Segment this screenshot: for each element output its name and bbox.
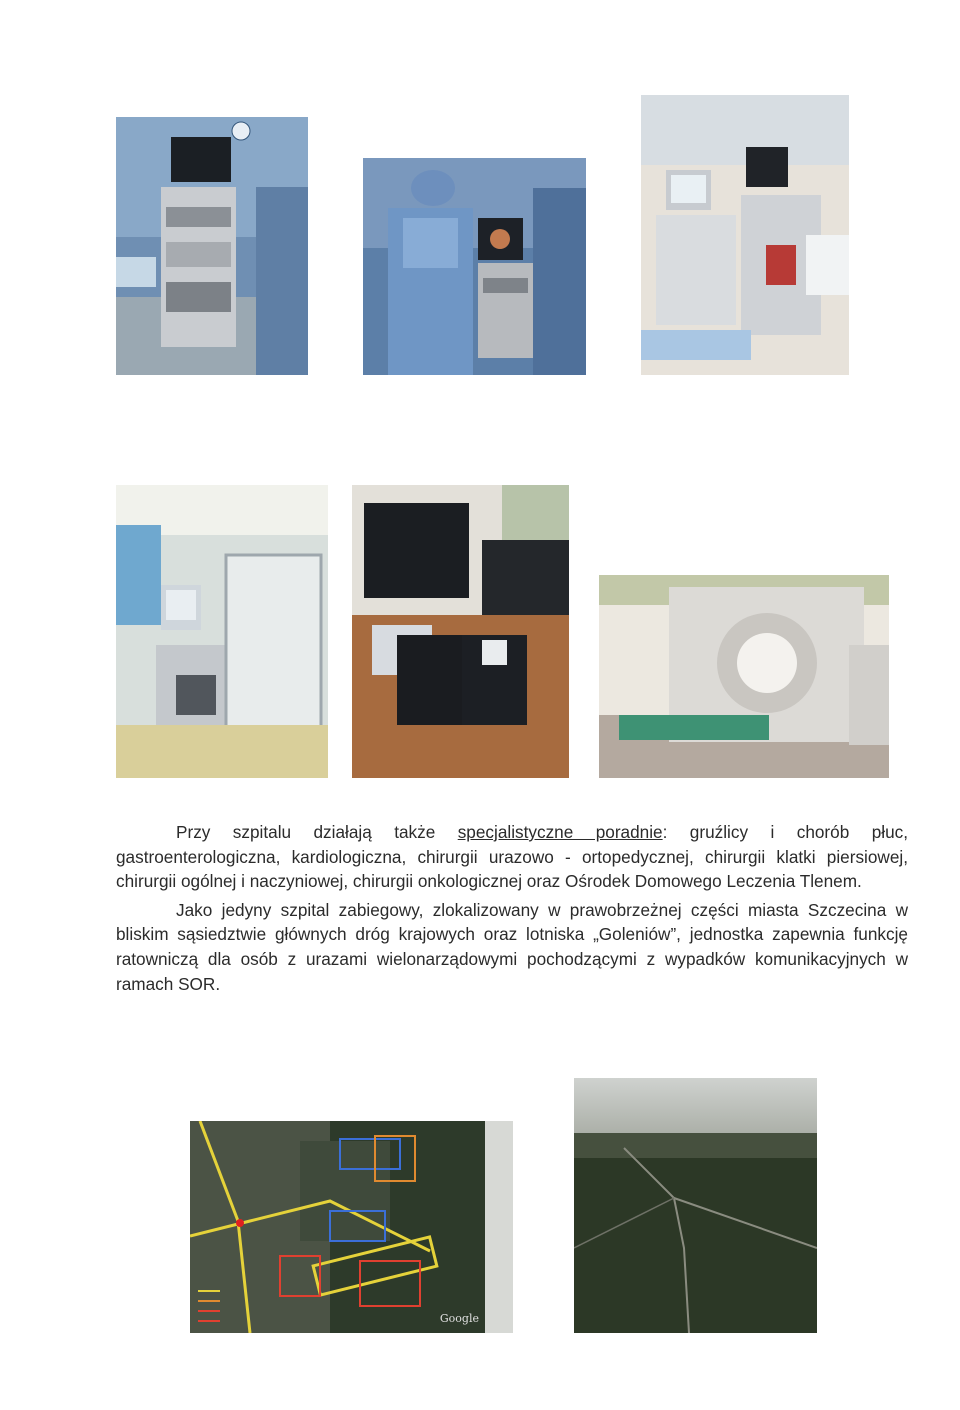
photo-surgeon-endoscope: [363, 158, 586, 375]
photo-holter-monitor: [352, 485, 569, 778]
photo-endoscopy-cart: [116, 117, 308, 375]
paragraph-location: [116, 898, 908, 996]
photo-aerial-forest-roads: [574, 1078, 817, 1333]
photo-ct-scanner: [599, 575, 889, 778]
photo-ultrasound-room: [641, 95, 849, 375]
photo-spirometry-booth: [116, 485, 328, 778]
map-watermark: Google: [439, 1312, 479, 1325]
paragraph-clinics-rest: : gruźlicy i chorób płuc, gastroenterologiczna, kardiologiczna, chirurgii urazowo - ortopedycznej, chirurgii klatki piersiowej, chirurgii ogólnej i naczyniowej, chirurgii onkologicznej oraz Ośrodek Domowego Leczenia Tlenem.: [116, 822, 908, 892]
text-block: [116, 820, 908, 996]
paragraph-clinics: [116, 820, 908, 894]
photo-satellite-map: [190, 1121, 513, 1333]
clinics-underlined-link: specjalistyczne poradnie: [457, 822, 663, 842]
paragraph-location-text: Jako jedyny szpital zabiegowy, zlokalizowany w prawobrzeżnej części miasta Szczecina w bliskim sąsiedztwie głównych dróg krajowych oraz lotniska „Goleniów”, jednostka zapewnia funkcję ratowniczą dla osób z urazami wielonarządowymi pochodzącymi z wypadków komunikacyjnych w ramach SOR.: [116, 899, 908, 994]
paragraph-clinics-lead: Przy szpitalu działają także: [176, 822, 458, 842]
